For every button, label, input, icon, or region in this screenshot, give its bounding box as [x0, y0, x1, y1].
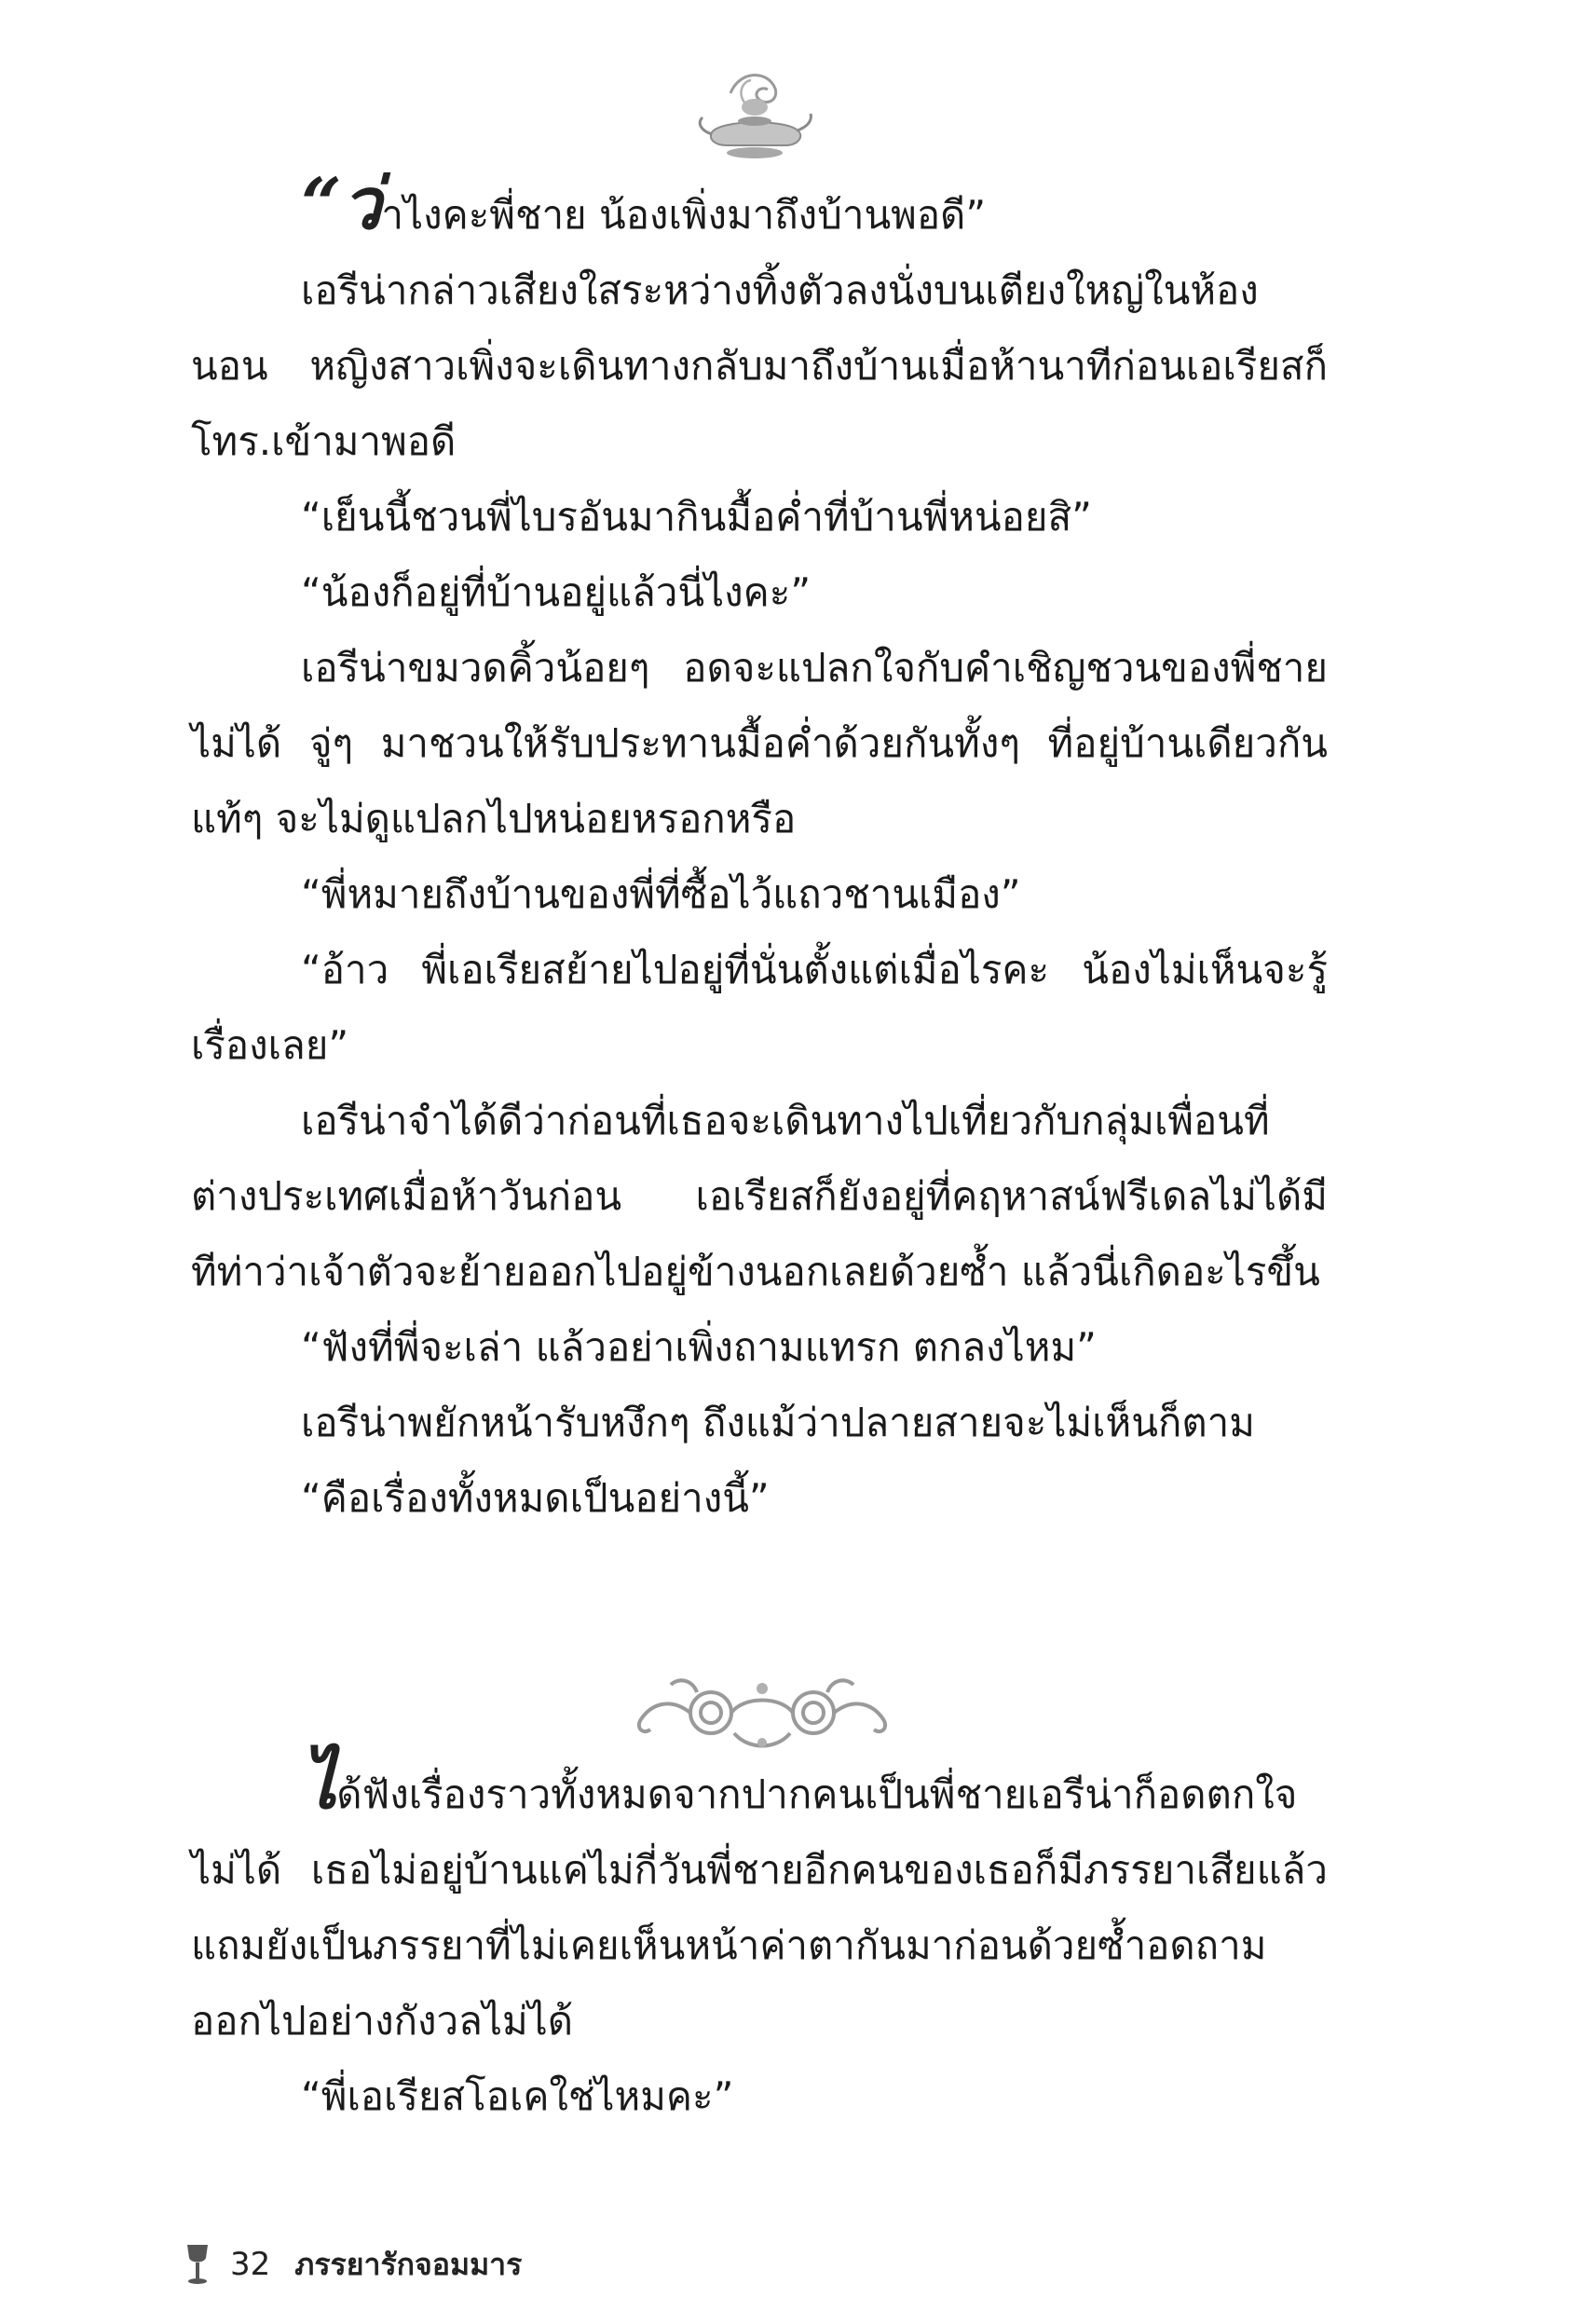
opening-text: ด้ฟังเรื่องราวทั้งหมดจากปากคนเป็นพี่ชายเอรีน่าก็อดตกใจไม่ได้ เธอไม่อยู่บ้านแค่ไม่กี่วันพี่ชายอีกคนของเธอก็มีภรรยาเสียแล้ว แถมยังเป็นภรรยาที่ไม่เคยเห็นหน้าค่าตากันมาก่อนด้วยซ้ำอดถามออกไปอย่างกังวลไม่ได้: [191, 1771, 1328, 2044]
section-one: [191, 162, 1328, 1536]
opening-text: าไงคะพี่ชาย น้องเพิ่งมาถึงบ้านพอดี”: [381, 192, 987, 238]
paragraph: “คือเรื่องทั้งหมดเป็นอย่างนี้”: [301, 1475, 770, 1521]
page-footer: [182, 2241, 522, 2288]
drop-cap: “ว่: [301, 162, 382, 245]
paragraph: “พี่หมายถึงบ้านของพี่ที่ซื้อไว้แถวชานเมือง”: [301, 871, 1021, 917]
drop-cap: ไ: [301, 1742, 337, 1825]
paragraph: เอรีน่าพยักหน้ารับหงึกๆ ถึงแม้ว่าปลายสายจะไม่เห็นก็ตาม: [301, 1400, 1255, 1445]
wine-glass-icon: [182, 2243, 213, 2286]
paragraph: เอรีน่าจำได้ดีว่าก่อนที่เธอจะเดินทางไปเที่ยวกับกลุ่มเพื่อนที่ต่างประเทศเมื่อห้าวันก่อน เอเรียสก็ยังอยู่ที่คฤหาสน์ฟรีเดลไม่ได้มีทีท่าว่าเจ้าตัวจะย้ายออกไปอยู่ข้างนอกเลยด้วยซ้ำ แล้วนี่เกิดอะไรขึ้น: [191, 1098, 1328, 1294]
section-two: [191, 1742, 1328, 2134]
paragraph: “พี่เอเรียสโอเคใช่ไหมคะ”: [301, 2073, 734, 2119]
paragraph: “อ้าว พี่เอเรียสย้ายไปอยู่ที่นั่นตั้งแต่เมื่อไรคะ น้องไม่เห็นจะรู้เรื่องเลย”: [191, 947, 1328, 1068]
paragraph: “เย็นนี้ชวนพี่ไบรอันมากินมื้อค่ำที่บ้านพี่หน่อยสิ”: [301, 494, 1092, 540]
paragraph: “ฟังที่พี่จะเล่า แล้วอย่าเพิ่งถามแทรก ตกลงไหม”: [301, 1324, 1097, 1370]
paragraph: “น้องก็อยู่ที่บ้านอยู่แล้วนี่ไงคะ”: [301, 569, 812, 615]
paragraph: เอรีน่ากล่าวเสียงใสระหว่างทิ้งตัวลงนั่งบนเตียงใหญ่ในห้องนอน หญิงสาวเพิ่งจะเดินทางกลับมาถึงบ้านเมื่อห้านาทีก่อนเอเรียสก็โทร.เข้ามาพอดี: [191, 267, 1328, 464]
page-number: 32: [230, 2246, 271, 2283]
paragraph: เอรีน่าขมวดคิ้วน้อยๆ อดจะแปลกใจกับคำเชิญชวนของพี่ชายไม่ได้ จู่ๆ มาชวนให้รับประทานมื้อค่ำด้วยกันทั้งๆ ที่อยู่บ้านเดียวกันแท้ๆ จะไม่ดูแปลกไปหน่อยหรอกหรือ: [191, 645, 1328, 841]
genie-lamp-icon: [693, 65, 814, 168]
scroll-flourish-icon: [622, 1668, 902, 1752]
book-title: ภรรยารักจอมมาร: [294, 2246, 523, 2282]
paragraph-opening: [191, 162, 1328, 253]
paragraph-opening: [191, 1742, 1328, 2058]
